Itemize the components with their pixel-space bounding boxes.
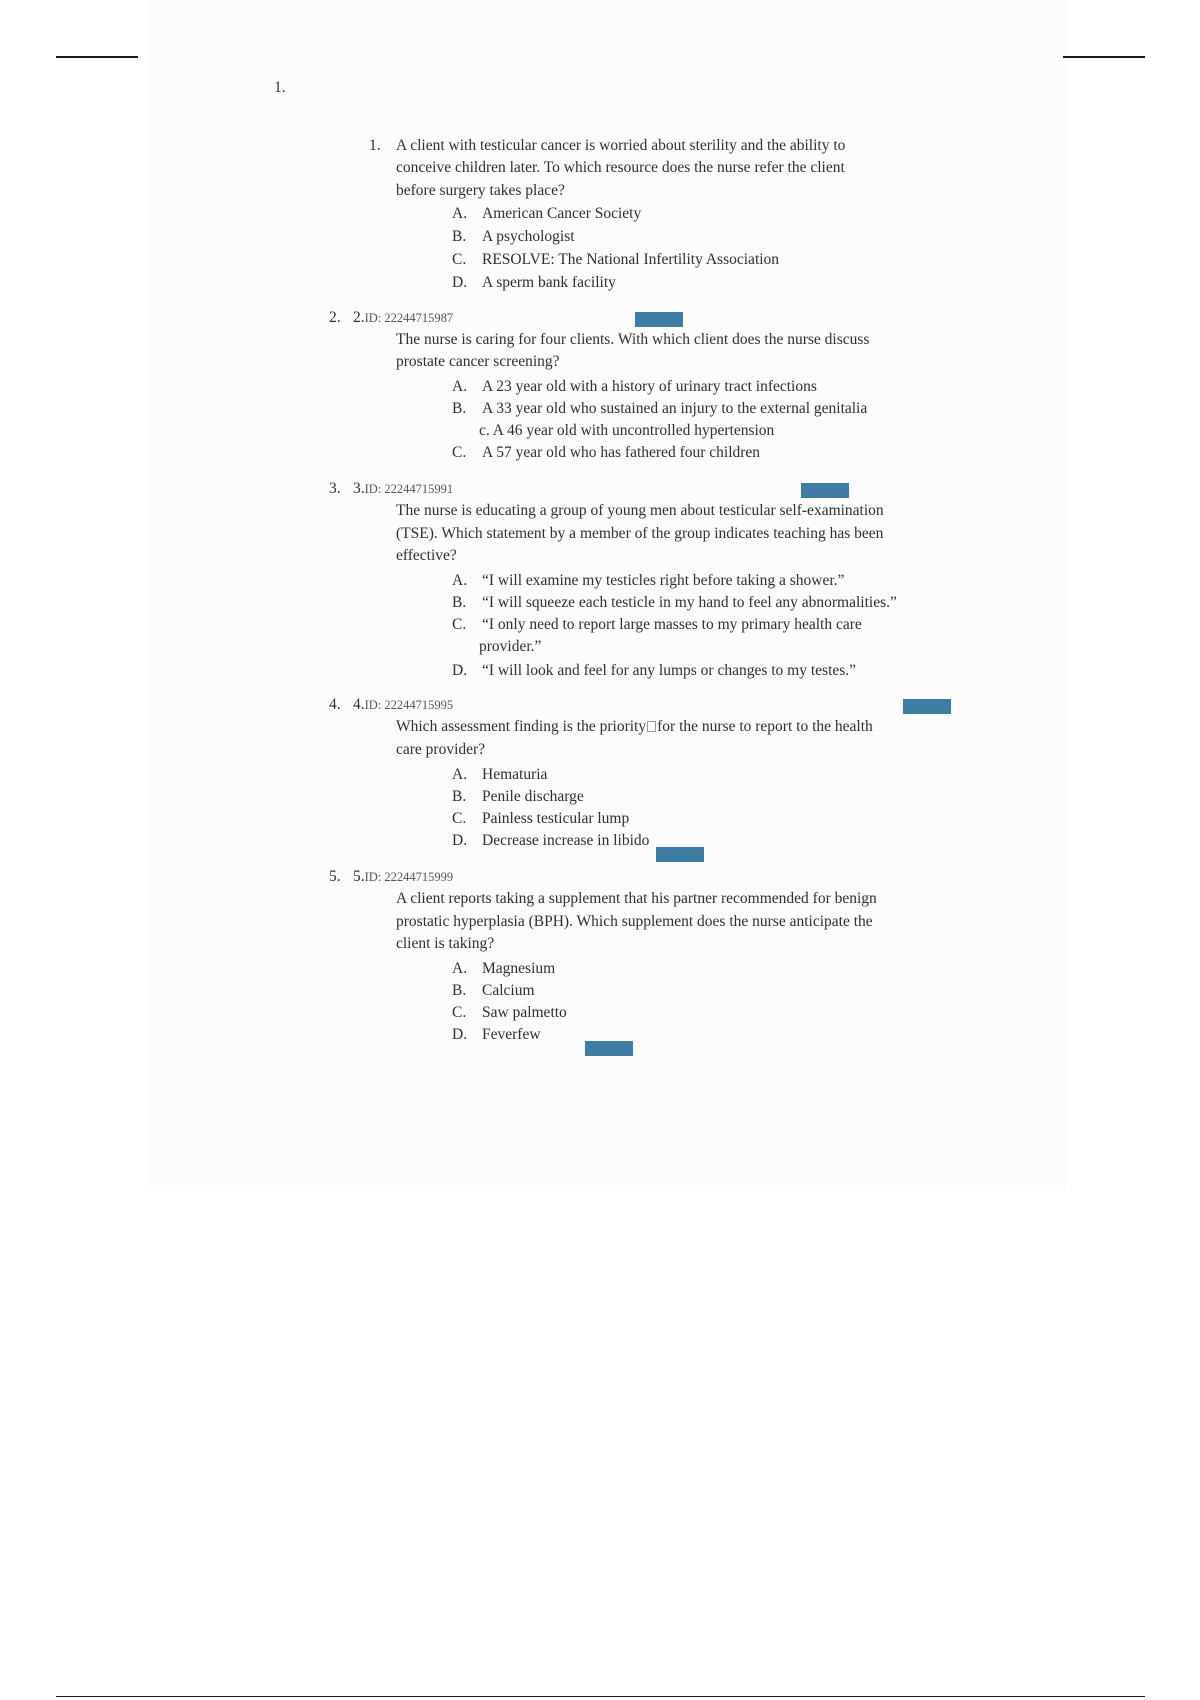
question-text-line: prostatic hyperplasia (BPH). Which supplement does the nurse anticipate the xyxy=(396,913,873,930)
option-letter: C. xyxy=(452,444,467,461)
option-text: A 23 year old with a history of urinary tract infections xyxy=(482,378,817,395)
question-id: ID: 22244715999 xyxy=(364,870,454,884)
option-text: A 33 year old who sustained an injury to the external genitalia xyxy=(482,400,868,417)
question-text-line: before surgery takes place? xyxy=(396,182,565,199)
question-number: 2. xyxy=(353,309,365,326)
list-number: 2. xyxy=(329,309,341,326)
option-text: American Cancer Society xyxy=(482,205,642,222)
option-letter: D. xyxy=(452,662,468,679)
option-letter: C. xyxy=(452,810,467,827)
option-text: “I only need to report large masses to my primary health care xyxy=(482,616,862,633)
question-number: 5. xyxy=(353,868,365,885)
question-text-line: conceive children later. To which resource does the nurse refer the client xyxy=(396,159,845,176)
option-letter: C. xyxy=(452,251,467,268)
question-text-line: The nurse is caring for four clients. With which client does the nurse discuss xyxy=(396,331,870,348)
option-text: Magnesium xyxy=(482,960,556,977)
option-letter: D. xyxy=(452,832,468,849)
question-id-line xyxy=(353,866,453,888)
question-number: 1. xyxy=(369,137,381,154)
option-letter: C. xyxy=(452,616,467,633)
option-text: “I will examine my testicles right before taking a shower.” xyxy=(482,572,845,589)
option-letter: A. xyxy=(452,378,468,395)
option-text: A sperm bank facility xyxy=(482,274,616,291)
option-text: Feverfew xyxy=(482,1026,541,1043)
list-number: 4. xyxy=(329,696,341,713)
question-number: 3. xyxy=(353,480,365,497)
option-letter: B. xyxy=(452,228,467,245)
question-text-line: (TSE). Which statement by a member of the group indicates teaching has been xyxy=(396,525,884,542)
option-letter: C. xyxy=(452,1004,467,1021)
answer-marker xyxy=(635,312,683,327)
option-letter: B. xyxy=(452,788,467,805)
option-text: Decrease increase in libido xyxy=(482,832,650,849)
option-letter: B. xyxy=(452,594,467,611)
option-text: A psychologist xyxy=(482,228,575,245)
option-text: Calcium xyxy=(482,982,535,999)
option-text: c. A 46 year old with uncontrolled hypertension xyxy=(479,422,775,439)
question-id-line xyxy=(353,478,453,500)
question-text-line: A client reports taking a supplement that his partner recommended for benign xyxy=(396,890,877,907)
option-text: provider.” xyxy=(479,638,542,655)
list-number: 3. xyxy=(329,480,341,497)
answer-marker xyxy=(656,847,704,862)
missing-glyph-icon xyxy=(647,721,656,732)
answer-marker xyxy=(585,1041,633,1056)
option-letter: A. xyxy=(452,766,468,783)
option-text: A 57 year old who has fathered four children xyxy=(482,444,761,461)
question-id-line xyxy=(353,694,453,716)
question-text-line: effective? xyxy=(396,547,457,564)
option-letter: A. xyxy=(452,572,468,589)
question-text-part: Which assessment finding is the priority xyxy=(396,718,647,735)
question-text-line: client is taking? xyxy=(396,935,495,952)
option-letter: A. xyxy=(452,205,468,222)
question-text-line xyxy=(396,716,873,738)
question-id: ID: 22244715987 xyxy=(364,311,454,325)
question-text-line: prostate cancer screening? xyxy=(396,353,560,370)
option-text: “I will look and feel for any lumps or changes to my testes.” xyxy=(482,662,857,679)
option-text: Penile discharge xyxy=(482,788,584,805)
option-letter: B. xyxy=(452,982,467,999)
answer-marker xyxy=(903,699,951,714)
option-letter: D. xyxy=(452,1026,468,1043)
question-text-line: A client with testicular cancer is worried about sterility and the ability to xyxy=(396,137,846,154)
question-text-part: for the nurse to report to the health xyxy=(657,718,873,735)
option-text: Painless testicular lump xyxy=(482,810,630,827)
question-text-line: care provider? xyxy=(396,741,486,758)
question-id: ID: 22244715995 xyxy=(364,698,454,712)
answer-marker xyxy=(801,483,849,498)
question-id-line xyxy=(353,307,453,329)
page-top-label: 1. xyxy=(274,79,286,96)
option-letter: A. xyxy=(452,960,468,977)
option-text: Saw palmetto xyxy=(482,1004,567,1021)
option-text: Hematuria xyxy=(482,766,548,783)
option-letter: D. xyxy=(452,274,468,291)
question-number: 4. xyxy=(353,696,365,713)
option-letter: B. xyxy=(452,400,467,417)
list-number: 5. xyxy=(329,868,341,885)
header-rule-left xyxy=(56,56,138,58)
question-text-line: The nurse is educating a group of young men about testicular self-examination xyxy=(396,502,884,519)
header-rule-right xyxy=(1063,56,1145,58)
question-id: ID: 22244715991 xyxy=(364,482,454,496)
footer-rule xyxy=(56,1696,1145,1697)
option-text: “I will squeeze each testicle in my hand to feel any abnormalities.” xyxy=(482,594,897,611)
option-text: RESOLVE: The National Infertility Association xyxy=(482,251,780,268)
